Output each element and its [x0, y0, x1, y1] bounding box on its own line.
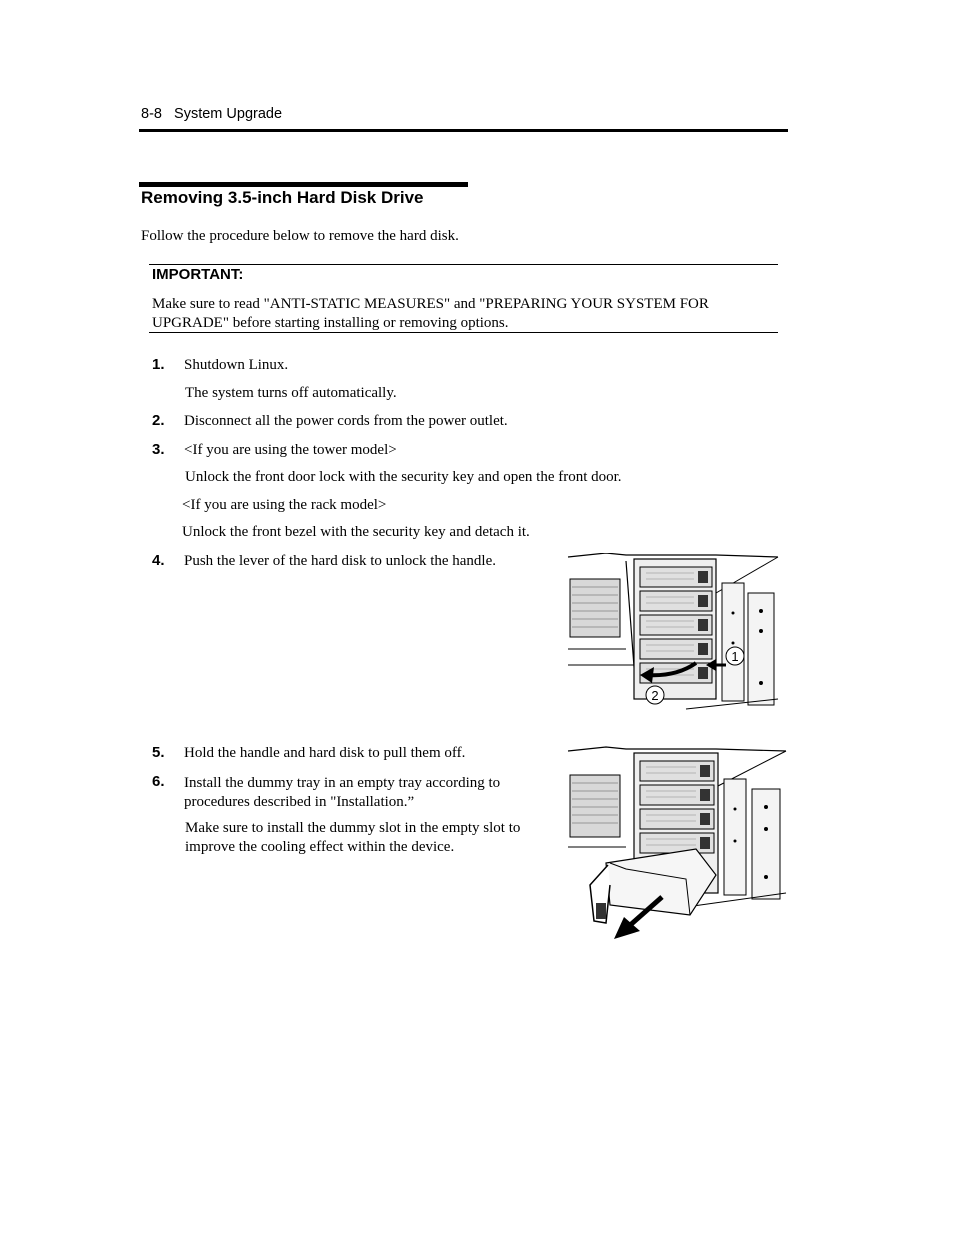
important-label: IMPORTANT:: [152, 266, 244, 283]
step-subnote: Unlock the front bezel with the security key and detach it.: [182, 524, 530, 540]
step-number: 3.: [152, 441, 165, 458]
section-title: Removing 3.5-inch Hard Disk Drive: [141, 188, 424, 207]
step-text: Shutdown Linux.: [184, 357, 289, 373]
step-note: Unlock the front door lock with the security key and open the front door.: [185, 469, 622, 485]
step-number: 6.: [152, 773, 165, 790]
header-rule: [139, 129, 788, 132]
hdd-unlock-illustration: [566, 553, 780, 715]
step-text: Install the dummy tray in an empty tray according to procedures described in "Installation.”: [184, 775, 501, 810]
step-note: Make sure to install the dummy slot in the empty slot to improve the cooling effect within the device.: [185, 820, 521, 855]
step-number: 1.: [152, 356, 165, 373]
step-text: Hold the handle and hard disk to pull them off.: [184, 745, 466, 761]
intro-paragraph: Follow the procedure below to remove the hard disk.: [141, 228, 459, 244]
callout-1: 1: [731, 649, 739, 664]
running-header: 8-8 System Upgrade: [141, 106, 283, 122]
step-text: Push the lever of the hard disk to unlock the handle.: [184, 553, 497, 569]
section-title-bar: [139, 182, 468, 187]
step-number: 5.: [152, 744, 165, 761]
important-bottom-rule: [149, 332, 778, 333]
important-text: Make sure to read "ANTI-STATIC MEASURES" and "PREPARING YOUR SYSTEM FOR UPGRADE" before starting installing or removing options.: [152, 296, 709, 331]
callout-2: 2: [651, 688, 659, 703]
important-top-rule: [149, 264, 778, 265]
step-subheading: <If you are using the rack model>: [182, 497, 387, 513]
step-note: The system turns off automatically.: [185, 385, 397, 401]
step-number: 2.: [152, 412, 165, 429]
step-number: 4.: [152, 552, 165, 569]
step-text: Disconnect all the power cords from the power outlet.: [184, 413, 508, 429]
hdd-pull-illustration: [566, 745, 788, 941]
step-text: <If you are using the tower model>: [184, 442, 397, 458]
